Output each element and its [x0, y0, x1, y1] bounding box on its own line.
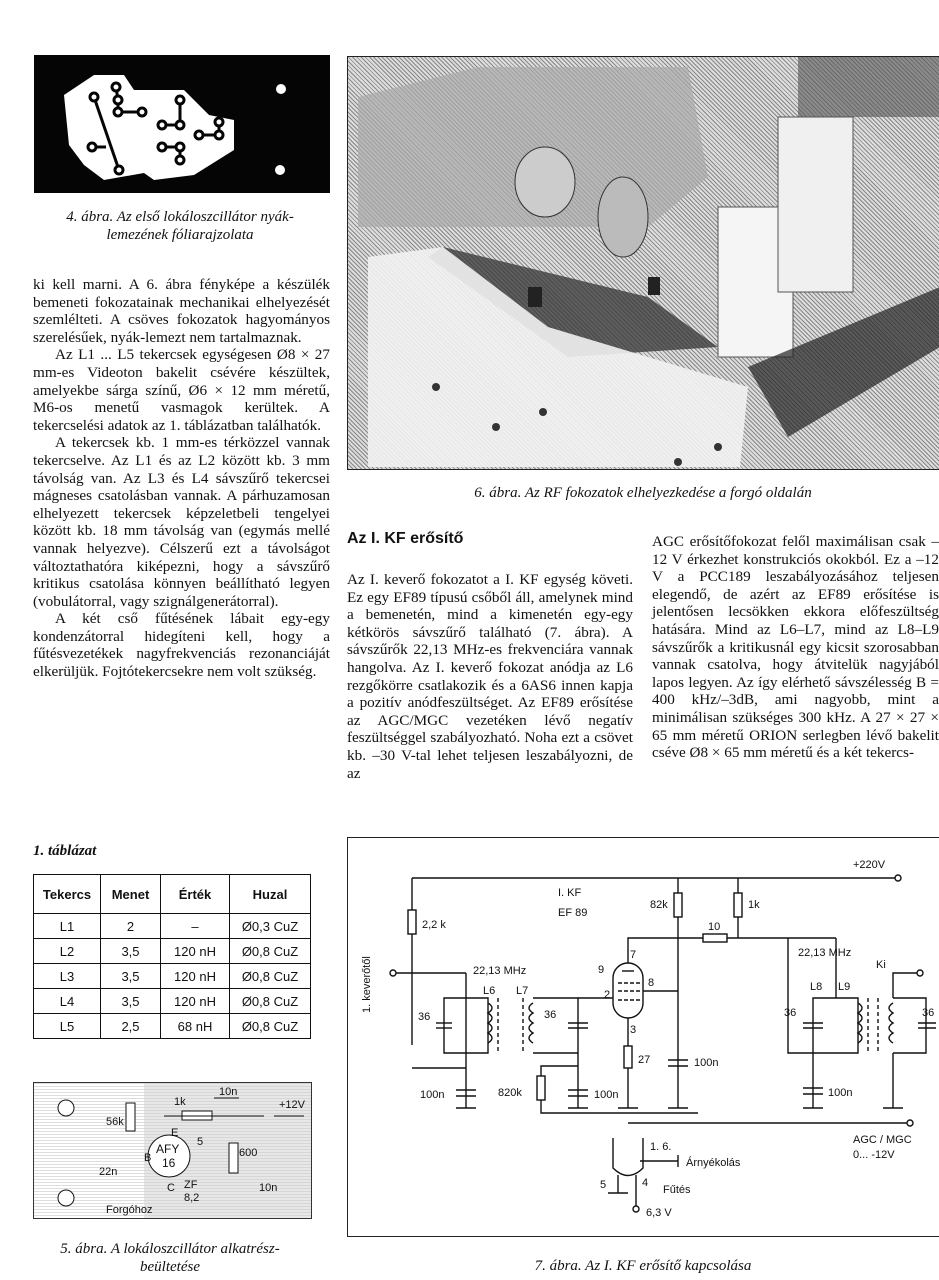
table-cell: 120 nH	[161, 939, 230, 964]
label-c-l9: 36	[922, 1007, 935, 1019]
col-header: Érték	[161, 875, 230, 914]
col-header: Huzal	[230, 875, 311, 914]
table-cell: –	[161, 914, 230, 939]
label-b: B	[144, 1152, 152, 1164]
label-c-l8: 36	[784, 1007, 797, 1019]
figure-5-caption	[30, 1240, 310, 1276]
label-r-1k: 1k	[748, 899, 760, 911]
label-r-82k: 82k	[650, 899, 668, 911]
figure-4-pcb	[34, 55, 330, 193]
label-r-g: 820k	[498, 1087, 522, 1099]
table-cell: 3,5	[101, 989, 161, 1014]
label-600: 600	[239, 1147, 258, 1159]
table-row	[34, 939, 311, 964]
label-12v: +12V	[279, 1099, 305, 1111]
section-column-1: Az I. keverő fokozatot a I. KF egység követi. Ez egy EF89 típusú csőből áll, amelynek mind a bemenetén, mind a kimenetén egy-egy kétkörös sávszűrő található (7. ábra). A sávszűrők 22,13 MHz-es frekvenciára vannak hangolva. Az I. keverő fokozat anódja az L6 rezgőkörre csatlakozik és a 6AS6 innen kapja a pozitív anódfeszültséget. Az EF89 erősítése az AGC/MGC vezetéken lévő negatív feszültséggel szabályozható. Noha ezt a csövet kb. –30 V-tal lehet teljesen leszabályozni, de az	[347, 571, 633, 782]
label-c-l7: 36	[544, 1009, 557, 1021]
label-pin8: 8	[648, 977, 655, 989]
label-l7: L7	[516, 985, 529, 997]
table-cell: L5	[34, 1014, 101, 1039]
table-cell: Ø0,3 CuZ	[230, 914, 311, 939]
label-pin5: 5	[600, 1179, 607, 1191]
label-c-g2: 100n	[694, 1057, 719, 1069]
label-zf: ZF	[184, 1179, 198, 1191]
caption-line: 5. ábra. A lokáloszcillátor alkatrész-	[60, 1241, 280, 1257]
col-header: Menet	[101, 875, 161, 914]
col-header: Tekercs	[34, 875, 101, 914]
label-pin3: 3	[630, 1024, 637, 1036]
table-cell: 120 nH	[161, 964, 230, 989]
label-output: Ki	[876, 959, 886, 971]
paragraph: ki kell marni. A 6. ábra fényképe a készülék bemeneti fokozatainak mechanikai elhelyezését szemlélteti. A csöves fokozatok hagyományos szerelésűek, nyák-lemezt nem tartalmaznak.	[33, 276, 330, 346]
paragraph: A tekercsek kb. 1 mm-es térközzel vannak tekercselve. Az L1 és az L2 között kb. 3 mm távolság van. Az L3 és L4 sávszűrő tekercsei mágneses csatolásban vannak. A párhuzamosan elhelyezett tekercsek képzeletbeli tengelyei között kb. 18 mm távolság van (egymás mellé vannak helyezve). Célszerű ezt a távolságot változtathatóra kiképezni, hogy a sávszűrő kritikus csatolása könnyen beállítható legyen (vobulátorral, vagy szignálgenerátorral).	[33, 434, 330, 610]
table-cell: L3	[34, 964, 101, 989]
table-cell: Ø0,8 CuZ	[230, 1014, 311, 1039]
figure-7-schematic	[347, 837, 939, 1237]
section-column-2: AGC erősítőfokozat felől maximálisan csak –12 V érkezhet konstrukciós okokból. Ez a –12 V a PCC189 leszabályozásához teljesen elegendő, de azért az EF89 erősítése is jelentősen lecsökken ekkora előfeszültség hatására. Mind az L6–L7, mind az L8–L9 sávszűrők a kritikusnál egy kicsit szorosabban vannak csatolva, hogy átvitelük nagyjából lapos legyen. Az így elérhető sávszélesség B = 400 kHz/–3dB, ami nagyobb, mint a minimálisan szükséges 300 kHz. A 27 × 27 × 65 mm méretű ORION serlegben lévő bakelit cséve Ø8 × 65 mm méretű és a két tekercs-	[652, 533, 939, 762]
label-pin7: 7	[630, 949, 637, 961]
kf-amplifier-schematic	[348, 838, 939, 1236]
rf-stage-photo	[348, 57, 939, 469]
label-e: E	[171, 1127, 179, 1139]
label-r-k: 27	[638, 1054, 651, 1066]
caption-line: lemezének fóliarajzolata	[106, 227, 254, 243]
pcb-foil-drawing	[34, 55, 330, 193]
table-cell: 2,5	[101, 1014, 161, 1039]
label-22n: 22n	[99, 1166, 118, 1178]
label-10n: 10n	[219, 1086, 238, 1098]
table-cell: L4	[34, 989, 101, 1014]
table-cell: 3,5	[101, 964, 161, 989]
component-layout-drawing	[34, 1083, 311, 1218]
figure-4-caption	[30, 208, 330, 244]
label-freq-in: 22,13 MHz	[473, 965, 527, 977]
label-56k: 56k	[106, 1116, 124, 1128]
label-tube: EF 89	[558, 907, 588, 919]
table-row	[34, 914, 311, 939]
label-stage: I. KF	[558, 887, 582, 899]
label-5: 5	[197, 1136, 204, 1148]
figure-6-photo	[347, 56, 939, 470]
table-row	[34, 964, 311, 989]
label-l8: L8	[810, 981, 823, 993]
label-pins16: 1. 6.	[650, 1141, 672, 1153]
label-l9: L9	[838, 981, 851, 993]
table-cell: Ø0,8 CuZ	[230, 964, 311, 989]
label-agc-range: 0... -12V	[853, 1149, 895, 1161]
figure-5-layout	[33, 1082, 312, 1219]
coil-table	[33, 874, 311, 1039]
label-c-dec3: 100n	[828, 1087, 853, 1099]
label-1k: 1k	[174, 1096, 186, 1108]
left-column-text	[33, 276, 330, 681]
label-l6: L6	[483, 985, 496, 997]
label-input: 1. keverőtől	[361, 956, 373, 1013]
label-c-l6: 36	[418, 1011, 431, 1023]
table-header-row	[34, 875, 311, 914]
table-cell: L2	[34, 939, 101, 964]
label-r-10: 10	[708, 921, 721, 933]
table-cell: 3,5	[101, 939, 161, 964]
label-agc: AGC / MGC	[853, 1134, 912, 1146]
caption-line: beültetése	[140, 1259, 200, 1275]
label-pin2: 2	[604, 989, 611, 1001]
figure-7-caption: 7. ábra. Az I. KF erősítő kapcsolása	[534, 1258, 752, 1274]
table-cell: Ø0,8 CuZ	[230, 989, 311, 1014]
label-afy: AFY	[156, 1142, 180, 1156]
table-row	[34, 1014, 311, 1039]
table-cell: L1	[34, 914, 101, 939]
table-cell: 68 nH	[161, 1014, 230, 1039]
table-title: 1. táblázat	[33, 843, 97, 859]
label-c-dec2: 100n	[594, 1089, 619, 1101]
label-forgohoz: Forgóhoz	[106, 1204, 153, 1216]
caption-line: 4. ábra. Az első lokáloszcillátor nyák-	[66, 209, 294, 225]
label-freq-out: 22,13 MHz	[798, 947, 852, 959]
section-heading: Az I. KF erősítő	[347, 530, 464, 547]
paragraph: Az L1 ... L5 tekercsek egységesen Ø8 × 27 mm-es Videoton bakelit csévére készültek, amelyekbe sárga színű, Ø6 × 12 mm méretű, M6-os menetű vasmagok kerültek. A tekercselési adatok az 1. táblázatban találhatók.	[33, 346, 330, 434]
label-heater-v: 6,3 V	[646, 1207, 672, 1219]
table-row	[34, 989, 311, 1014]
label-16: 16	[162, 1156, 176, 1170]
table-cell: 120 nH	[161, 989, 230, 1014]
label-c: C	[167, 1182, 175, 1194]
label-10n-2: 10n	[259, 1182, 278, 1194]
figure-6-caption: 6. ábra. Az RF fokozatok elhelyezkedése a forgó oldalán	[474, 485, 812, 501]
table-cell: Ø0,8 CuZ	[230, 939, 311, 964]
label-82: 8,2	[184, 1192, 200, 1204]
table-cell: 2	[101, 914, 161, 939]
label-c-dec1: 100n	[420, 1089, 445, 1101]
label-supply: +220V	[853, 859, 886, 871]
label-shield: Árnyékolás	[686, 1157, 741, 1169]
label-r-in: 2,2 k	[422, 919, 446, 931]
paragraph: A két cső fűtésének lábait egy-egy kondenzátorral hidegíteni kell, hogy a fűtésvezetékek nagyfrekvenciás rezonanciáját elkerüljük. Fojtótekercsekre nem volt szükség.	[33, 610, 330, 681]
label-pin4: 4	[642, 1177, 649, 1189]
label-heater: Fűtés	[663, 1184, 691, 1196]
label-pin9: 9	[598, 964, 605, 976]
